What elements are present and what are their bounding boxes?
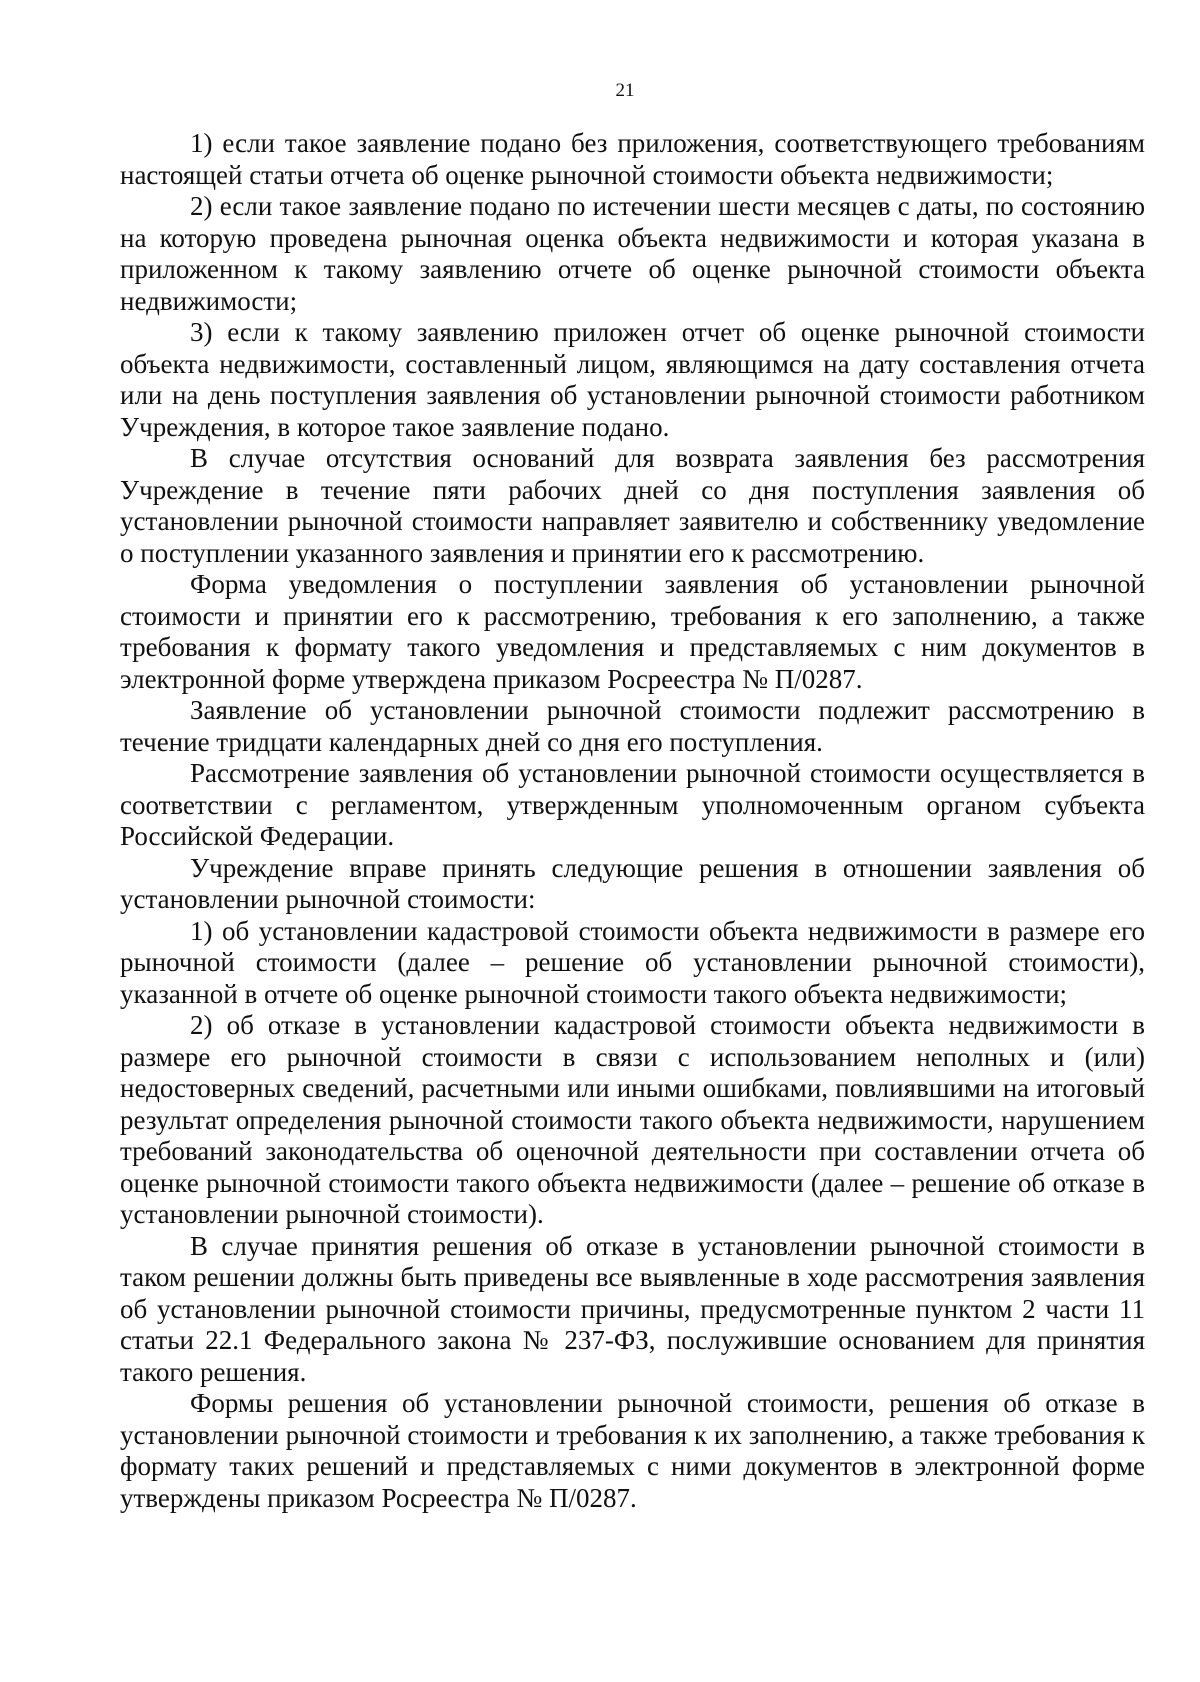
paragraph-decision-2-refuse: 2) об отказе в установлении кадастровой стоимости объекта недвижимости в размере его рыночной стоимости в связи с использованием неполных и (или) недостоверных сведений, расчетными или иными ошибками, повлиявшими на итоговый результат определения рыночной стоимости такого объекта недвижимости, нарушением требований законодательства об оценочной деятельности при составлении отчета об оценке рыночной стоимости такого объекта недвижимости (далее – решение об отказе в установлении рыночной стоимости). [120, 1010, 1145, 1229]
paragraph-possible-decisions: Учреждение вправе принять следующие решения в отношении заявления об установлении рыночной стоимости: [120, 852, 1145, 914]
page-number: 21 [615, 80, 635, 101]
paragraph-item-1-no-report: 1) если такое заявление подано без приложения, соответствующего требованиям настоящей статьи отчета об оценке рыночной стоимости объекта недвижимости; [120, 128, 1145, 190]
paragraph-decision-1-establish: 1) об установлении кадастровой стоимости объекта недвижимости в размере его рыночной стоимости (далее – решение об установлении рыночной стоимости), указанной в отчете об оценке рыночной стоимости такого объекта недвижимости; [120, 915, 1145, 1009]
document-body [120, 128, 1145, 1514]
paragraph-item-3-employee-appraiser: 3) если к такому заявлению приложен отчет об оценке рыночной стоимости объекта недвижимости, составленный лицом, являющимся на дату составления отчета или на день поступления заявления об установлении рыночной стоимости работником Учреждения, в которое такое заявление подано. [120, 317, 1145, 442]
paragraph-item-2-six-months: 2) если такое заявление подано по истечении шести месяцев с даты, по состоянию на которую проведена рыночная оценка объекта недвижимости и которая указана в приложенном к такому заявлению отчете об оценке рыночной стоимости объекта недвижимости; [120, 191, 1145, 316]
paragraph-review-regulation: Рассмотрение заявления об установлении рыночной стоимости осуществляется в соответствии с регламентом, утвержденным уполномоченным органом субъекта Российской Федерации. [120, 758, 1145, 851]
paragraph-notification-sent: В случае отсутствия оснований для возврата заявления без рассмотрения Учреждение в течение пяти рабочих дней со дня поступления заявления об установлении рыночной стоимости направляет заявителю и собственнику уведомление о поступлении указанного заявления и принятии его к рассмотрению. [120, 443, 1145, 568]
paragraph-refusal-reasons: В случае принятия решения об отказе в установлении рыночной стоимости в таком решении должны быть приведены все выявленные в ходе рассмотрения заявления об установлении рыночной стоимости причины, предусмотренные пунктом 2 части 11 статьи 22.1 Федерального закона № 237-ФЗ, послужившие основанием для принятия такого решения. [120, 1230, 1145, 1387]
paragraph-decision-forms: Формы решения об установлении рыночной стоимости, решения об отказе в установлении рыночной стоимости и требования к их заполнению, а также требования к формату таких решений и представляемых с ними документов в электронной форме утверждены приказом Росреестра № П/0287. [120, 1388, 1145, 1513]
paragraph-review-period: Заявление об установлении рыночной стоимости подлежит рассмотрению в течение тридцати календарных дней со дня его поступления. [120, 695, 1145, 757]
paragraph-notification-form: Форма уведомления о поступлении заявления об установлении рыночной стоимости и принятии его к рассмотрению, требования к его заполнению, а также требования к формату такого уведомления и представляемых с ним документов в электронной форме утверждена приказом Росреестра № П/0287. [120, 569, 1145, 694]
